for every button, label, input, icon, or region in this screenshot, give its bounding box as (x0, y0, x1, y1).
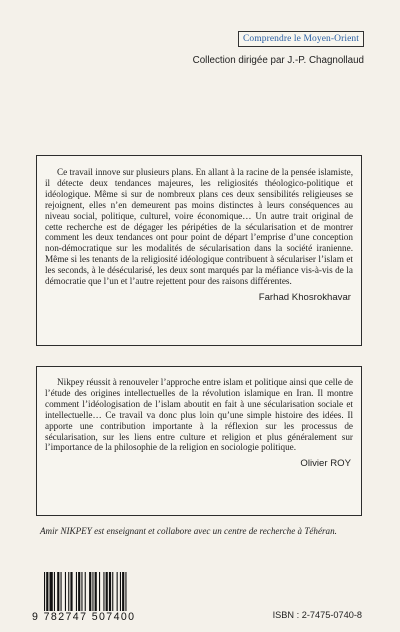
quote-author: Olivier ROY (300, 458, 351, 470)
quote-block-roy (36, 366, 362, 516)
series-title: Comprendre le Moyen-Orient (242, 34, 360, 44)
barcode-digits: 9 782747 507400 (32, 611, 136, 623)
barcode-area (32, 572, 162, 622)
author-bio-text: est enseignant et collabore avec un centre de recherche à Téhéran. (91, 526, 337, 536)
author-name: Amir NIKPEY (40, 526, 92, 536)
quote-text: Nikpey réussit à renouveler l’approche entre islam et politique ainsi que celle de l’étude des origines intellectuelles de la révolution islamique en Iran. Il montre comment l’idéologisation de l’islam aboutit en fait à une sécularisation sociale et intellectuelle… Ce travail va donc plus loin qu’une simple histoire des idées. Il apporte une contribution importante à la réflexion sur les processus de sécularisation, sur les liens entre culture et religion et plus généralement sur l’importance de la philosophie de la religion en sociologie politique. (45, 377, 353, 453)
author-bio (40, 526, 362, 537)
quote-block-khosrokhavar (36, 155, 362, 346)
isbn-number: ISBN : 2-7475-0740-8 (272, 610, 362, 620)
quote-text: Ce travail innove sur plusieurs plans. En allant à la racine de la pensée islamiste, il détecte deux tendances majeures, les religiosités théologico-politique et idéologique. Même si sur de nombreux plans ces deux sensibilités religieuses se rejoignent, elles n’en demeurent pas moins distinctes à leurs conséquences au niveau social, politique, culturel, voire économique… Un autre trait original de cette recherche est de dégager les péripéties de la sécularisation et de montrer comment les deux tendances ont pour point de départ l’emprise d’une conception non-démocratique sur les modalités de sécularisation dans la société iranienne. Même si les tenants de la religiosité idéologique contribuent à séculariser l’islam et les seconds, à le désécularisé, les deux sont marqués par la méfiance vis-à-vis de la démocratie que l’un et l’autre rejettent pour des raisons différentes. (45, 167, 353, 287)
quote-author: Farhad Khosrokhavar (258, 291, 351, 303)
series-title-box (238, 31, 364, 47)
collection-director-line: Collection dirigée par J.-P. Chagnollaud (192, 55, 364, 66)
barcode-graphic (44, 572, 156, 611)
